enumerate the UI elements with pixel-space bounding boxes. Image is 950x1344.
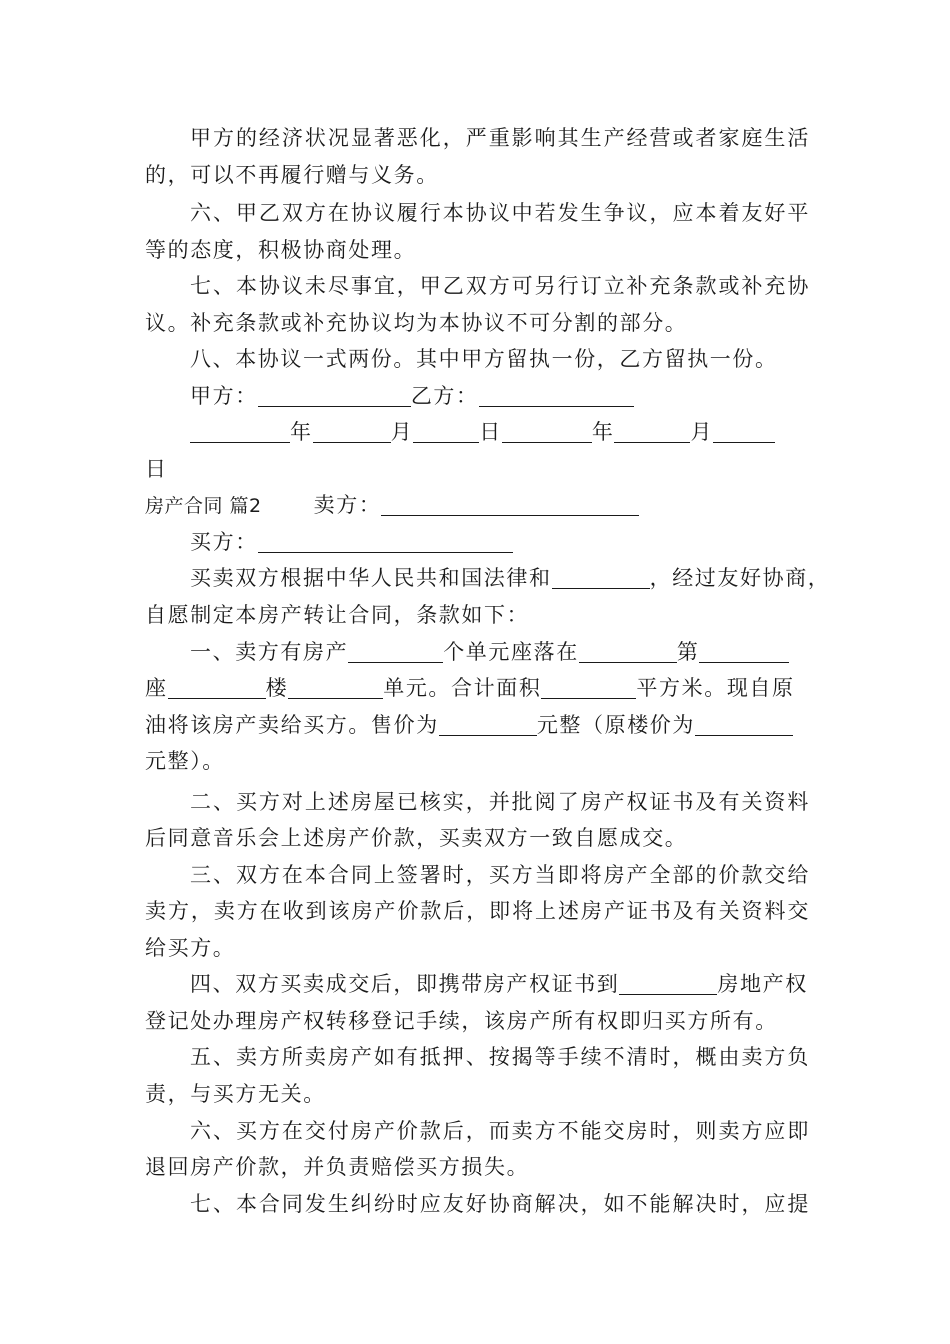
year-label: 年: [290, 420, 313, 444]
paragraph-line: 七、本协议未尽事宜，甲乙双方可另行订立补充条款或补充协: [190, 274, 810, 298]
section-title-line: [145, 487, 810, 524]
paragraph-line: 等的态度，积极协商处理。: [145, 238, 417, 262]
area-blank: [541, 672, 636, 699]
seller-label: 卖方：: [313, 493, 382, 517]
paragraph-line: 五、卖方所卖房产如有抵押、按揭等手续不清时，概由卖方负: [190, 1045, 810, 1069]
paragraph-line: 卖方，卖方在收到该房产价款后，即将上述房产证书及有关资料交: [145, 899, 810, 923]
section-title: 房产合同 篇2: [145, 495, 262, 517]
year-label: 年: [591, 420, 615, 444]
paragraph-line: 七、本合同发生纠纷时应友好协商解决，如不能解决时，应提: [190, 1192, 810, 1216]
day-blank: [713, 416, 775, 443]
paragraph-line: 退回房产价款，并负责赔偿买方损失。: [145, 1155, 530, 1179]
day-label: 日: [479, 420, 502, 444]
buyer-label: 买方：: [190, 530, 258, 554]
paragraph-line: 座 楼 单元。合计面积 平方米。现自原: [145, 670, 810, 707]
month-label: 月: [690, 420, 714, 444]
paragraph-line: 自愿制定本房产转让合同，条款如下：: [145, 603, 530, 627]
signature-line: [190, 378, 810, 415]
party-b-label: 乙方：: [410, 384, 479, 408]
paragraph-line: 二、买方对上述房屋已核实，并批阅了房产权证书及有关资料: [190, 790, 810, 814]
floor-blank: [288, 672, 383, 699]
party-a-blank: [258, 380, 411, 407]
buyer-blank: [258, 526, 513, 553]
paragraph-line: 给买方。: [145, 936, 236, 960]
paragraph-line: 登记处办理房产权转移登记手续，该房产所有权即归买方所有。: [145, 1009, 778, 1033]
day-blank: [413, 416, 479, 443]
paragraph-line: 四、双方买卖成交后，即携带房产权证书到 房地产权: [190, 966, 810, 1003]
date-line: [190, 414, 810, 451]
price-blank: [439, 709, 537, 736]
paragraph-line: 甲方的经济状况显著恶化，严重影响其生产经营或者家庭生活: [190, 126, 810, 150]
paragraph-line: 八、本协议一式两份。其中甲方留执一份，乙方留执一份。: [190, 347, 778, 371]
paragraph-line: 油将该房产卖给买方。售价为 元整（原楼价为: [145, 707, 810, 744]
year-blank: [190, 416, 290, 443]
party-a-label: 甲方：: [190, 384, 258, 408]
month-label: 月: [390, 420, 414, 444]
paragraph-line: 六、买方在交付房产价款后，而卖方不能交房时，则卖方应即: [190, 1119, 810, 1143]
paragraph-line: 一、卖方有房产 个单元座落在 第: [190, 634, 810, 671]
seller-blank: [381, 489, 639, 516]
paragraph-line: 元整）。: [145, 749, 225, 773]
number-blank: [699, 636, 789, 663]
original-price-blank: [695, 709, 793, 736]
month-blank: [614, 416, 690, 443]
month-blank: [313, 416, 391, 443]
seat-blank: [168, 672, 266, 699]
location-blank: [579, 636, 677, 663]
date-line-wrap: 日: [145, 457, 168, 481]
paragraph-line: 的，可以不再履行赠与义务。: [145, 163, 439, 187]
property-count-blank: [348, 636, 443, 663]
year-blank: [502, 416, 592, 443]
buyer-line: [190, 524, 810, 561]
party-b-blank: [479, 380, 634, 407]
law-blank: [552, 562, 650, 589]
paragraph-line: 买卖双方根据中华人民共和国法律和 ，经过友好协商，: [190, 560, 810, 597]
paragraph-line: 议。补充条款或补充协议均为本协议不可分割的部分。: [145, 311, 688, 335]
paragraph-line: 后同意音乐会上述房产价款，买卖双方一致自愿成交。: [145, 826, 688, 850]
paragraph-line: 责，与买方无关。: [145, 1082, 326, 1106]
paragraph-line: 三、双方在本合同上签署时，买方当即将房产全部的价款交给: [190, 863, 810, 887]
registry-blank: [619, 968, 717, 995]
paragraph-line: 六、甲乙双方在协议履行本协议中若发生争议，应本着友好平: [190, 201, 810, 225]
